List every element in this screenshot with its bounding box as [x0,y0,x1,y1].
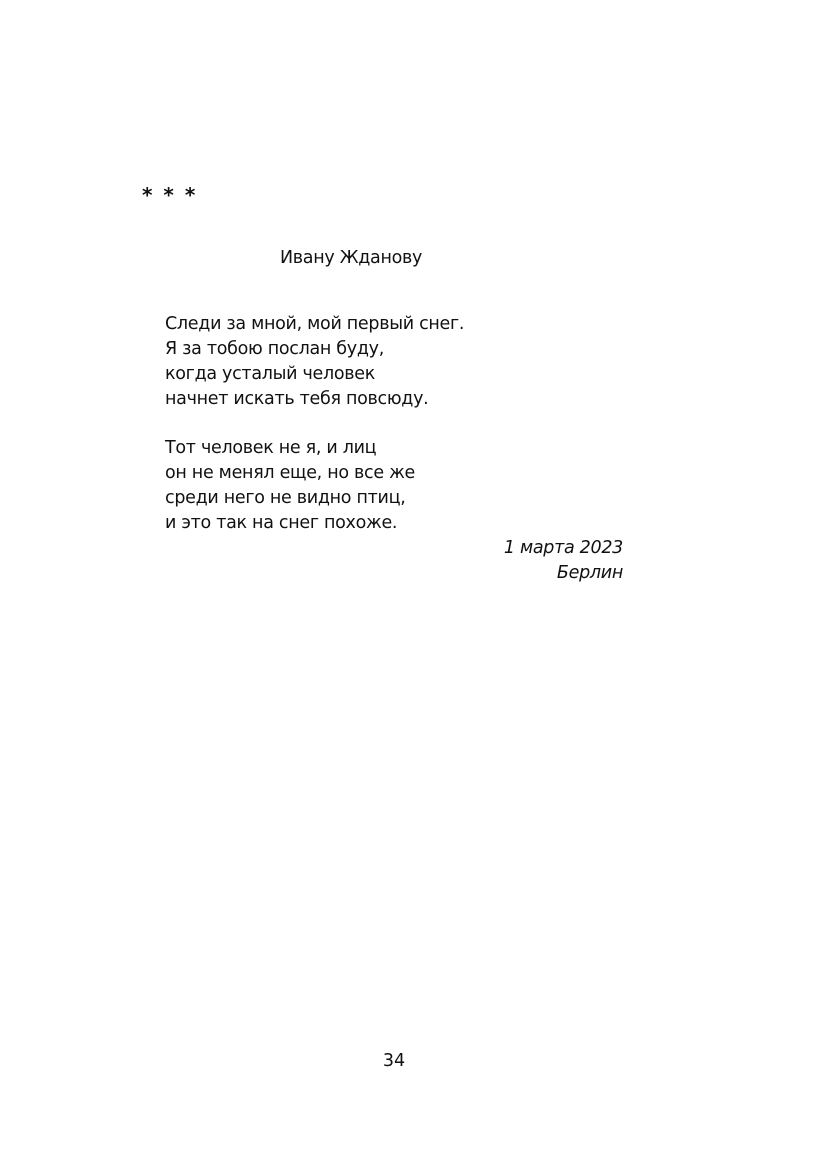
poem-line: Следи за мной, мой первый снег. [165,314,465,334]
poem-line: Тот человек не я, и лиц [165,438,377,458]
poem-dedication: Ивану Жданову [280,248,423,268]
page-number: 34 [382,1051,406,1071]
poem-place: Берлин [556,563,623,583]
poem-line: когда усталый человек [165,364,376,384]
section-separator: * * * [142,183,198,207]
poem-signature [504,536,623,586]
poem-date: 1 марта 2023 [503,538,623,558]
poem-stanza-2 [165,436,415,536]
poem-line: среди него не видно птиц, [165,488,406,508]
poem-line: Я за тобою послан буду, [165,339,384,359]
poem-line: начнет искать тебя повсюду. [165,389,429,409]
poem-line: и это так на снег похоже. [165,513,398,533]
poem-stanza-1 [165,312,464,412]
poem-line: он не менял еще, но все же [165,463,416,483]
